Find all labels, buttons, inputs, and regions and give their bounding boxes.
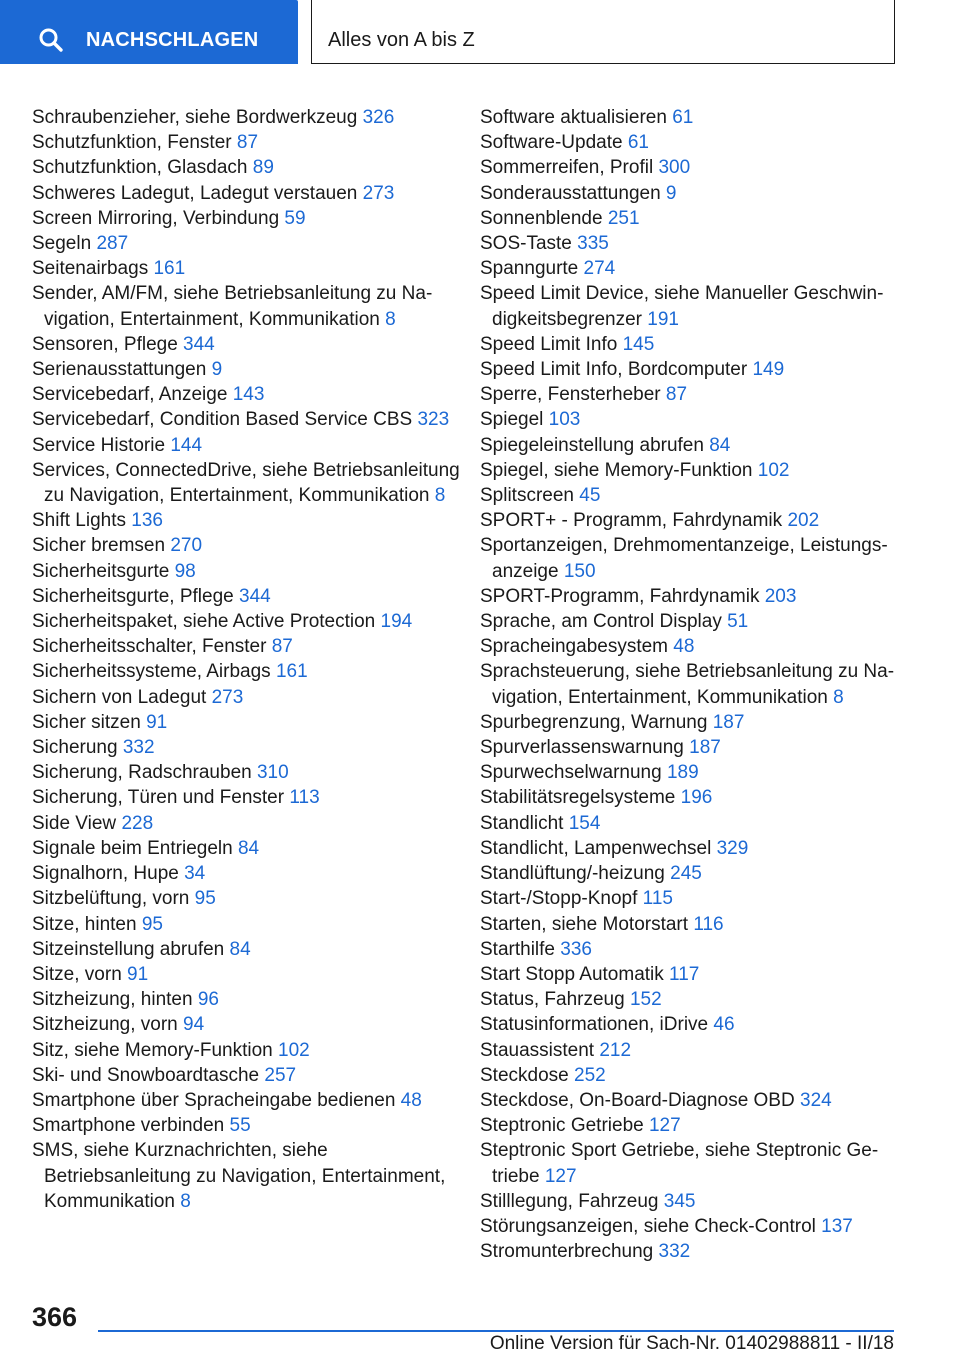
index-entry-text: Steckdose [480, 1064, 569, 1086]
index-column-right [480, 105, 900, 1264]
tab-label: NACHSCHLAGEN [86, 29, 259, 51]
index-entry [32, 1138, 462, 1214]
index-entry-text: Spiegel, siehe Memory-Funktion [480, 459, 753, 481]
page-reference-link[interactable]: 96 [197, 989, 219, 1011]
index-entry [480, 130, 900, 155]
index-entry-text: Servicebedarf, Condition Based Service CBS [32, 409, 413, 431]
page-reference-link[interactable]: 84 [709, 434, 731, 456]
page-reference-link[interactable]: 196 [680, 787, 713, 809]
index-entry-text: Sensoren, Pflege [32, 333, 178, 355]
index-entry [480, 886, 900, 911]
page-reference-link[interactable]: 95 [194, 888, 216, 910]
index-entry [32, 382, 462, 407]
page-reference-link[interactable]: 55 [229, 1115, 251, 1137]
index-entry [32, 1113, 462, 1138]
index-entry [32, 206, 462, 231]
index-column-left [32, 105, 462, 1214]
index-entry-text: Standlüftung/-heizung [480, 863, 665, 885]
page-reference-link[interactable]: 324 [800, 1089, 832, 1111]
index-entry-text: Sitzheizung, vorn [32, 1014, 178, 1036]
index-entry-text: SOS-Taste [480, 233, 572, 255]
page-reference-link[interactable]: 84 [237, 837, 260, 859]
index-entry-text: SPORT-Programm, Fahrdynamik [480, 585, 760, 607]
index-entry [32, 181, 462, 206]
page-reference-link[interactable]: 273 [211, 686, 244, 708]
index-entry-text: Sicherheitspaket, siehe Active Protection [32, 611, 376, 633]
index-entry-text: Seitenairbags [32, 258, 149, 280]
page-reference-link[interactable]: 152 [629, 989, 662, 1011]
index-entry [32, 1038, 462, 1063]
page-reference-link[interactable]: 326 [362, 107, 395, 128]
page-reference-link[interactable]: 187 [712, 711, 745, 733]
index-entry-text: Sicher bremsen [32, 535, 166, 557]
index-entry [480, 937, 900, 962]
page-reference-link[interactable]: 113 [289, 787, 320, 809]
index-entry-text: Spiegeleinstellung abrufen [480, 434, 704, 456]
index-entry-text: SMS, siehe Kurznachrichten, siehe Betriebsanleitung zu Navigation, Entertainment, Kommunikation [32, 1140, 446, 1212]
index-entry-text: Sitzeinstellung abrufen [32, 938, 225, 960]
index-entry-text: Side View [32, 812, 117, 834]
page-reference-link[interactable]: 270 [170, 535, 203, 557]
index-entry-text: Sonderausstattungen [480, 182, 661, 204]
index-entry [32, 710, 462, 735]
page-reference-link[interactable]: 87 [665, 384, 688, 406]
page-reference-link[interactable]: 245 [670, 863, 702, 885]
index-entry-text: Sicherheitsgurte [32, 560, 170, 582]
page-reference-link[interactable]: 257 [264, 1064, 297, 1086]
index-entry [480, 659, 900, 709]
index-entry [32, 937, 462, 962]
page-reference-link[interactable]: 34 [184, 863, 206, 885]
index-entry-text: Smartphone verbinden [32, 1115, 225, 1137]
index-entry-text: Schweres Ladegut, Ladegut verstauen [32, 182, 358, 204]
index-entry [480, 1113, 900, 1138]
index-entry [32, 1012, 462, 1037]
index-entry [32, 584, 462, 609]
page-reference-link[interactable]: 94 [183, 1014, 205, 1036]
page-reference-link[interactable]: 323 [417, 409, 450, 431]
section-title-box [311, 0, 895, 64]
index-entry-text: Status, Fahrzeug [480, 989, 625, 1011]
index-entry [32, 886, 462, 911]
index-entry [480, 735, 900, 760]
index-entry-text: Stromunterbrechung [480, 1241, 654, 1263]
page-reference-link[interactable]: 48 [400, 1089, 422, 1111]
index-entry [32, 685, 462, 710]
index-entry [32, 105, 462, 130]
page-reference-link[interactable]: 203 [764, 585, 797, 607]
page-reference-link[interactable]: 189 [666, 762, 699, 784]
index-entry [32, 130, 462, 155]
page-reference-link[interactable]: 161 [153, 258, 186, 280]
page-reference-link[interactable]: 251 [607, 207, 640, 229]
index-entry [32, 332, 462, 357]
index-entry-text: Serienausstattungen [32, 359, 207, 381]
index-entry-text: Sicherung, Radschrauben [32, 762, 252, 784]
index-entry-text: Sichern von Ladegut [32, 686, 207, 708]
index-entry [480, 256, 900, 281]
index-entry [480, 382, 900, 407]
page-reference-link[interactable]: 8 [385, 308, 396, 330]
index-entry-text: SPORT+ - Programm, Fahrdynamik [480, 510, 783, 532]
page-reference-link[interactable]: 187 [689, 737, 721, 759]
index-entry-text: Sicherheitsgurte, Pflege [32, 585, 234, 607]
index-entry-text: Servicebedarf, Anzeige [32, 384, 228, 406]
index-entry-text: Spurverlassenswarnung [480, 737, 684, 759]
index-entry-text: Sicherheitsschalter, Fenster [32, 636, 267, 658]
index-entry [480, 861, 900, 886]
index-entry [480, 231, 900, 256]
page-reference-link[interactable]: 9 [665, 182, 677, 204]
index-entry [32, 433, 462, 458]
index-entry-text: Steptronic Sport Getriebe, siehe Steptronic Getriebe [480, 1140, 879, 1187]
page-reference-link[interactable]: 300 [658, 157, 691, 179]
index-entry [32, 836, 462, 861]
index-entry-text: Speed Limit Info, Bordcomputer [480, 359, 748, 381]
index-entry [480, 155, 900, 180]
index-entry [480, 332, 900, 357]
page-reference-link[interactable]: 61 [672, 107, 694, 128]
index-entry [480, 105, 900, 130]
page-reference-link[interactable]: 310 [256, 762, 289, 784]
page-reference-link[interactable]: 87 [236, 132, 259, 154]
index-entry-text: Sitzbelüftung, vorn [32, 888, 190, 910]
page-reference-link[interactable]: 335 [577, 233, 609, 255]
index-entry [480, 1012, 900, 1037]
section-title: Alles von A bis Z [328, 29, 475, 51]
index-entry [480, 433, 900, 458]
index-entry-text: Segeln [32, 233, 92, 255]
page-reference-link[interactable]: 9 [211, 359, 223, 381]
index-entry-text: Screen Mirroring, Verbindung [32, 207, 280, 229]
page-reference-link[interactable]: 161 [275, 661, 308, 683]
page-reference-link[interactable]: 45 [579, 485, 601, 507]
index-entry [32, 281, 462, 331]
index-entry-text: Spurbegrenzung, Warnung [480, 711, 708, 733]
index-entry [480, 836, 900, 861]
index-entry [480, 1088, 900, 1113]
index-entry [480, 1038, 900, 1063]
index-entry [480, 962, 900, 987]
index-entry [480, 1239, 900, 1264]
page-reference-link[interactable]: 332 [122, 737, 155, 759]
footer-online-version: Online Version für Sach-Nr. 01402988811 - II/18 [489, 1333, 894, 1354]
page-reference-link[interactable]: 8 [434, 485, 446, 507]
index-entry-text: Software aktualisieren [480, 107, 667, 128]
index-entry [32, 407, 462, 432]
page-reference-link[interactable]: 59 [284, 207, 306, 229]
index-entry-text: Sitze, hinten [32, 913, 137, 935]
page-reference-link[interactable]: 228 [121, 812, 154, 834]
search-icon [38, 27, 64, 53]
page-reference-link[interactable]: 89 [252, 157, 274, 179]
index-entry [32, 634, 462, 659]
tab-nachschlagen[interactable] [0, 0, 298, 64]
page-reference-link[interactable]: 332 [658, 1241, 691, 1263]
index-entry [480, 609, 900, 634]
page-reference-link[interactable]: 51 [727, 611, 749, 633]
page-reference-link[interactable]: 102 [757, 459, 790, 481]
page-reference-link[interactable]: 103 [548, 409, 581, 431]
index-entry-text: Sicher sitzen [32, 711, 141, 733]
page-reference-link[interactable]: 91 [146, 711, 168, 733]
index-entry-text: Sitzheizung, hinten [32, 989, 193, 1011]
index-entry-text: Starten, siehe Motorstart [480, 913, 689, 935]
index-entry [480, 785, 900, 810]
index-entry [32, 987, 462, 1012]
page-reference-link[interactable]: 8 [180, 1190, 191, 1212]
index-entry-text: Steckdose, On-Board-Diagnose OBD [480, 1089, 795, 1111]
footer-divider [98, 1330, 894, 1332]
index-entry [480, 508, 900, 533]
page-reference-link[interactable]: 127 [648, 1115, 681, 1137]
page-reference-link[interactable]: 95 [141, 913, 163, 935]
index-entry [32, 861, 462, 886]
page-reference-link[interactable]: 194 [380, 611, 413, 633]
index-entry [32, 735, 462, 760]
index-entry-text: Störungsanzeigen, siehe Check-Control [480, 1215, 816, 1237]
index-entry [480, 357, 900, 382]
index-entry-text: Sicherung, Türen und Fenster [32, 787, 285, 809]
page-reference-link[interactable]: 98 [174, 560, 196, 582]
index-entry [480, 181, 900, 206]
index-entry-text: Speed Limit Info [480, 333, 618, 355]
index-entry-text: Stauassistent [480, 1039, 595, 1061]
index-entry-text: Signalhorn, Hupe [32, 863, 179, 885]
page-reference-link[interactable]: 274 [583, 258, 616, 280]
index-entry-text: Splitscreen [480, 485, 574, 507]
index-entry-text: Service Historie [32, 434, 166, 456]
index-entry-text: Sperre, Fensterheber [480, 384, 661, 406]
index-entry [32, 458, 462, 508]
index-entry [480, 634, 900, 659]
page-reference-link[interactable]: 345 [663, 1190, 696, 1212]
page-reference-link[interactable]: 102 [278, 1039, 310, 1061]
index-entry [32, 155, 462, 180]
index-entry [480, 1138, 900, 1188]
index-entry-text: Smartphone über Spracheingabe bedienen [32, 1089, 396, 1111]
index-entry [480, 206, 900, 231]
page-reference-link[interactable]: 61 [627, 132, 649, 154]
index-entry [32, 1088, 462, 1113]
page-number: 366 [32, 1302, 78, 1332]
index-entry-text: Sitze, vorn [32, 963, 122, 985]
index-entry-text: Spiegel [480, 409, 544, 431]
index-entry [32, 785, 462, 810]
page-reference-link[interactable]: 344 [183, 333, 215, 355]
index-entry-text: Standlicht, Lampenwechsel [480, 837, 712, 859]
index-entry-text: Shift Lights [32, 510, 126, 532]
index-entry-text: Sommerreifen, Profil [480, 157, 654, 179]
index-entry-text: Steptronic Getriebe [480, 1115, 644, 1137]
index-entry [480, 458, 900, 483]
index-entry-text: Spanngurte [480, 258, 579, 280]
page-reference-link[interactable]: 116 [693, 913, 724, 935]
index-entry-text: Speed Limit Device, siehe Manueller Geschwindigkeitsbegrenzer [480, 283, 884, 330]
page-reference-link[interactable]: 46 [713, 1014, 735, 1036]
index-entry [32, 231, 462, 256]
page-reference-link[interactable]: 117 [669, 963, 700, 985]
index-entry-text: Sportanzeigen, Drehmomentanzeige, Leistungsanzeige [480, 535, 888, 582]
index-entry-text: Spracheingabesystem [480, 636, 668, 658]
index-entry-text: Schraubenzieher, siehe Bordwerkzeug [32, 107, 358, 128]
page-reference-link[interactable]: 127 [544, 1165, 577, 1187]
page-reference-link[interactable]: 143 [232, 384, 265, 406]
index-entry [32, 559, 462, 584]
index-entry [32, 760, 462, 785]
index-entry [32, 1063, 462, 1088]
index-entry-text: Sprache, am Control Display [480, 611, 722, 633]
index-entry-text: Spurwechselwarnung [480, 762, 662, 784]
index-entry [32, 962, 462, 987]
page-reference-link[interactable]: 84 [229, 938, 251, 960]
index-entry-text: Schutzfunktion, Glasdach [32, 157, 248, 179]
page-reference-link[interactable]: 136 [131, 510, 163, 532]
index-entry-text: Ski- und Snowboardtasche [32, 1064, 260, 1086]
page-reference-link[interactable]: 115 [642, 888, 673, 910]
index-entry-text: Sitz, siehe Memory-Funktion [32, 1039, 273, 1061]
index-entry-text: Stilllegung, Fahrzeug [480, 1190, 659, 1212]
index-entry-text: Sicherheitssysteme, Airbags [32, 661, 271, 683]
index-entry-text: Statusinformationen, iDrive [480, 1014, 709, 1036]
index-entry [480, 811, 900, 836]
page-reference-link[interactable]: 150 [563, 560, 596, 582]
index-entry [480, 912, 900, 937]
index-entry [32, 912, 462, 937]
index-entry-text: Stabilitätsregelsysteme [480, 787, 676, 809]
page-reference-link[interactable]: 137 [821, 1215, 853, 1237]
index-entry [480, 760, 900, 785]
page-reference-link[interactable]: 48 [673, 636, 695, 658]
page-reference-link[interactable]: 273 [362, 182, 395, 204]
page-reference-link[interactable]: 329 [716, 837, 749, 859]
page-reference-link[interactable]: 252 [574, 1064, 606, 1086]
page-reference-link[interactable]: 149 [752, 359, 785, 381]
index-entry [32, 508, 462, 533]
page-reference-link[interactable]: 145 [622, 333, 655, 355]
page-reference-link[interactable]: 287 [96, 233, 129, 255]
index-entry [480, 584, 900, 609]
index-entry [480, 281, 900, 331]
index-entry [32, 811, 462, 836]
page-reference-link[interactable]: 154 [568, 812, 601, 834]
index-entry-text: Software-Update [480, 132, 623, 154]
index-entry-text: Sonnenblende [480, 207, 603, 229]
index-entry [32, 659, 462, 684]
index-entry [32, 533, 462, 558]
index-entry-text: Schutzfunktion, Fenster [32, 132, 232, 154]
index-entry [480, 533, 900, 583]
index-entry [480, 710, 900, 735]
page-reference-link[interactable]: 344 [239, 585, 271, 607]
index-entry [480, 987, 900, 1012]
index-entry [480, 407, 900, 432]
index-entry [32, 609, 462, 634]
index-entry-text: Sprachsteuerung, siehe Betriebsanleitung zu Navigation, Entertainment, Kommunikation [480, 661, 895, 708]
index-entry [480, 1063, 900, 1088]
index-entry [480, 1214, 900, 1239]
page-reference-link[interactable]: 8 [833, 686, 844, 708]
page-reference-link[interactable]: 91 [127, 963, 149, 985]
page-reference-link[interactable]: 87 [271, 636, 293, 658]
index-entry-text: Signale beim Entriegeln [32, 837, 233, 859]
index-entry-text: Starthilfe [480, 938, 555, 960]
index-entry-text: Services, ConnectedDrive, siehe Betriebsanleitung zu Navigation, Entertainment, Kommunikation [32, 459, 460, 507]
index-entry-text: Standlicht [480, 812, 564, 834]
page-reference-link[interactable]: 212 [599, 1039, 632, 1061]
page-reference-link[interactable]: 202 [787, 510, 820, 532]
page-reference-link[interactable]: 336 [560, 938, 592, 960]
index-entry [480, 483, 900, 508]
index-entry-text: Sicherung [32, 737, 118, 759]
index-entry-text: Start Stopp Automatik [480, 963, 664, 985]
index-entry [32, 256, 462, 281]
page-reference-link[interactable]: 144 [170, 434, 203, 456]
index-entry [480, 1189, 900, 1214]
index-entry-text: Sender, AM/FM, siehe Betriebsanleitung zu Navigation, Entertainment, Kommunikation [32, 283, 433, 330]
page-reference-link[interactable]: 191 [647, 308, 679, 330]
index-entry [32, 357, 462, 382]
page-header [0, 0, 960, 66]
index-entry-text: Start-/Stopp-Knopf [480, 888, 638, 910]
